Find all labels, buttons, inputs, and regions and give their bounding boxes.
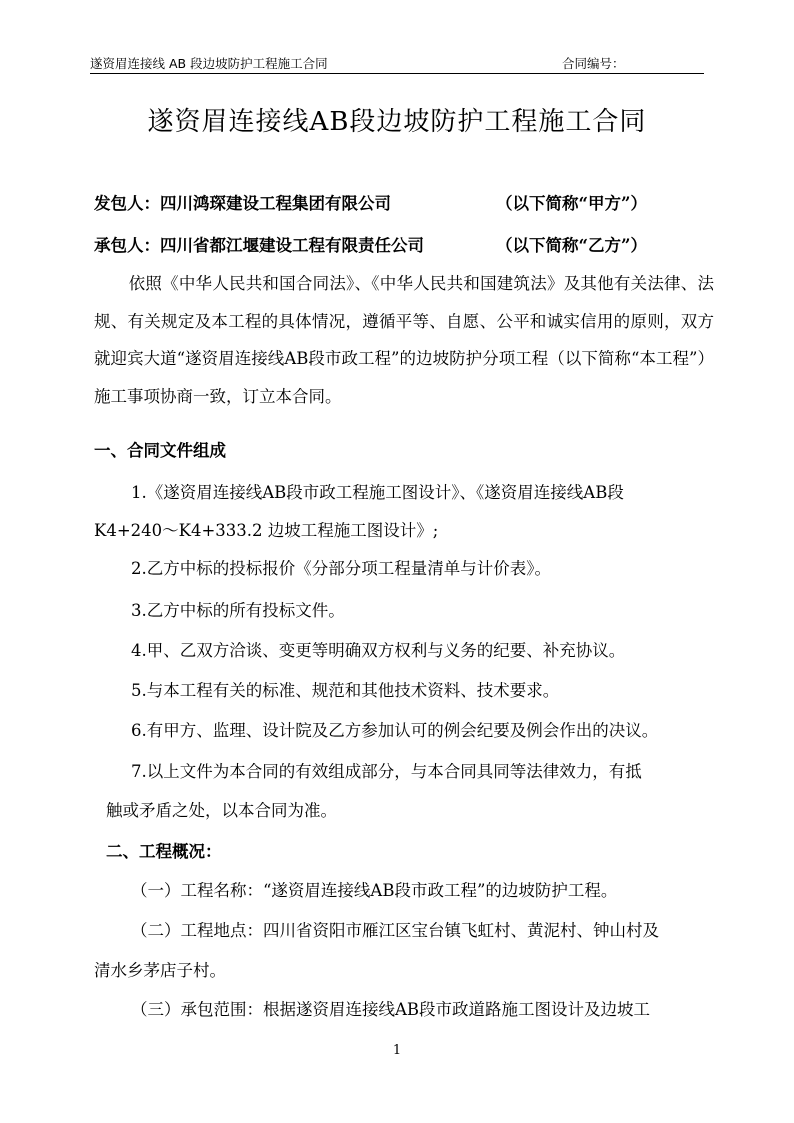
section-1-item-2: 2.乙方中标的投标报价《分部分项工程量清单与计价表》。 [131,559,551,578]
employer-label: 发包人：四川鸿琛建设工程集团有限公司 [94,194,391,213]
section-1-item-3: 3.乙方中标的所有投标文件。 [131,601,345,620]
section-1-item-4: 4.甲、乙双方洽谈、变更等明确双方权利与义务的纪要、补充协议。 [131,641,626,660]
employer-abbr: （以下简称“甲方”） [496,194,647,213]
intro-paragraph: 依照《中华人民共和国合同法》、《中华人民共和国建筑法》及其他有关法律、法规、有关规定及本工程的具体情况，遵循平等、自愿、公平和诚实信用的原则，双方就迎宾大道“遂资眉连接线AB段市政工程”的边坡防护分项工程（以下简称“本工程”）施工事项协商一致，订立本合同。 [94,274,714,406]
contractor-line [94,232,647,256]
section-2-scope-line-1: （三）承包范围：根据遂资眉连接线AB段市政道路施工图设计及边坡工 [131,1000,651,1019]
section-1-heading: 一、合同文件组成 [94,441,226,460]
section-1-item-7-line-1: 7.以上文件为本合同的有效组成部分，与本合同具同等法律效力，有抵 [131,762,642,781]
contractor-label: 承包人：四川省都江堰建设工程有限责任公司 [94,236,424,255]
header-document-title: 遂资眉连接线 AB 段边坡防护工程施工合同 [90,56,328,71]
contractor-abbr: （以下简称“乙方”） [496,236,647,255]
employer-line [94,190,647,214]
section-1-item-1-line-1: 1.《遂资眉连接线AB段市政工程施工图设计》、《遂资眉连接线AB段 [131,483,624,502]
section-2-location-line-2: 清水乡茅店子村。 [94,961,226,980]
page-header [90,52,704,74]
section-1-item-6: 6.有甲方、监理、设计院及乙方参加认可的例会纪要及例会作出的决议。 [131,721,659,740]
page-number: 1 [392,1043,402,1058]
section-1-item-7-line-2: 触或矛盾之处，以本合同为准。 [106,801,337,820]
section-1-item-5: 5.与本工程有关的标准、规范和其他技术资料、技术要求。 [131,681,560,700]
document-title: 遂资眉连接线AB段边坡防护工程施工合同 [147,107,647,137]
section-2-heading: 二、工程概况： [106,842,222,861]
header-rule [90,73,704,74]
section-2-project-name: （一）工程名称：“遂资眉连接线AB段市政工程”的边坡防护工程。 [131,881,618,900]
section-1-item-1-line-2: K4+240～K4+333.2 边坡工程施工图设计》; [94,521,439,540]
header-contract-number: 合同编号： [562,56,625,71]
section-2-location-line-1: （二）工程地点：四川省资阳市雁江区宝台镇飞虹村、黄泥村、钟山村及 [131,921,659,940]
